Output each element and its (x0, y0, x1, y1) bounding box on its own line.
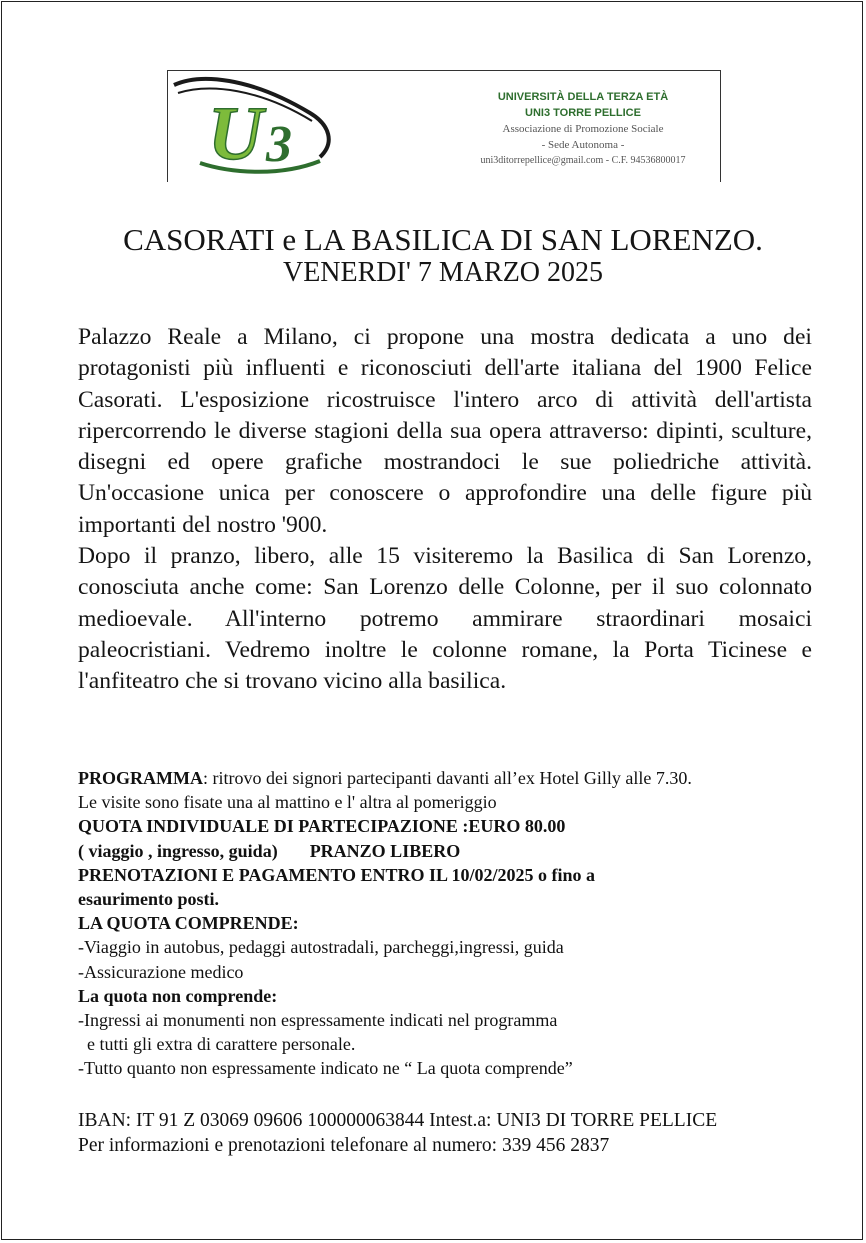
program-quota: QUOTA INDIVIDUALE DI PARTECIPAZIONE :EURO 80.00 (78, 816, 566, 837)
excludes-item: -Tutto quanto non espressamente indicato ne “ La quota comprende” (78, 1058, 573, 1079)
association-info (458, 89, 708, 169)
program-booking: esaurimento posti. (78, 889, 219, 910)
association-name: UNIVERSITÀ DELLA TERZA ETÀ (497, 91, 669, 103)
svg-text:3: 3 (266, 116, 292, 173)
description-paragraph: Dopo il pranzo, libero, alle 15 visiteremo la Basilica di San Lorenzo, conosciuta anche come: San Lorenzo delle Colonne, per il suo colonnato medioevale. All'interno potremo ammirare straordinari mosaici paleocristiani. Vedremo inoltre le colonne romane, la Porta Ticinese e l'anfiteatro che si trovano vicino alla basilica. (78, 543, 812, 695)
event-date: VENERDI' 7 MARZO 2025 (282, 257, 604, 288)
program-meeting: : ritrovo dei signori partecipanti davanti all’ex Hotel Gilly alle 7.30. (202, 768, 692, 788)
program-section (78, 766, 838, 1081)
includes-label: LA QUOTA COMPRENDE: (78, 913, 299, 934)
program-visits: Le visite sono fisate una al mattino e l' altra al pomeriggio (78, 792, 497, 813)
includes-item: -Viaggio in autobus, pedaggi autostradali, parcheggi,ingressi, guida (78, 937, 564, 958)
program-booking: PRENOTAZIONI E PAGAMENTO ENTRO IL 10/02/2025 o fino a (78, 864, 596, 885)
association-type: Associazione di Promozione Sociale (502, 123, 664, 135)
includes-item: -Assicurazione medico (78, 961, 244, 982)
header-banner (167, 70, 721, 182)
svg-text:U: U (208, 92, 263, 176)
event-description (78, 322, 812, 698)
association-branch: UNI3 TORRE PELLICE (525, 107, 641, 119)
program-meeting-line (78, 766, 838, 790)
program-label: PROGRAMMA (78, 768, 203, 788)
excludes-label: La quota non comprende: (78, 985, 278, 1006)
contact-info: Per informazioni e prenotazioni telefonare al numero: 339 456 2837 (78, 1135, 610, 1156)
excludes-item: -Ingressi ai monumenti non espressamente indicati nel programma (78, 1010, 558, 1031)
quota-detail: ( viaggio , ingresso, guida) (78, 840, 278, 861)
association-seat: - Sede Autonoma - (541, 139, 625, 151)
iban-info: IBAN: IT 91 Z 03069 09606 100000063844 Intest.a: UNI3 DI TORRE PELLICE (78, 1110, 718, 1131)
footer (78, 1108, 838, 1158)
description-paragraph: Palazzo Reale a Milano, ci propone una mostra dedicata a uno dei protagonisti più influenti e riconosciuti dell'arte italiana del 1900 Felice Casorati. L'esposizione ricostruisce l'intero arco di attività dell'artista ripercorrendo le diverse stagioni della sua opera attraverso: dipinti, sculture, disegni ed opere grafiche mostrandoci le sue poliedriche attività. Un'occasione unica per conoscere o approfondire una delle figure più importanti del nostro '900. (78, 324, 812, 538)
lunch-note: PRANZO LIBERO (309, 840, 461, 861)
program-quota-detail-line (78, 839, 838, 863)
uni3-logo (170, 73, 335, 179)
event-title: CASORATI e LA BASILICA DI SAN LORENZO. (123, 222, 763, 257)
association-contacts: uni3ditorrepellice@gmail.com - C.F. 94536800017 (480, 155, 686, 166)
excludes-item: e tutti gli extra di carattere personale. (78, 1034, 356, 1055)
